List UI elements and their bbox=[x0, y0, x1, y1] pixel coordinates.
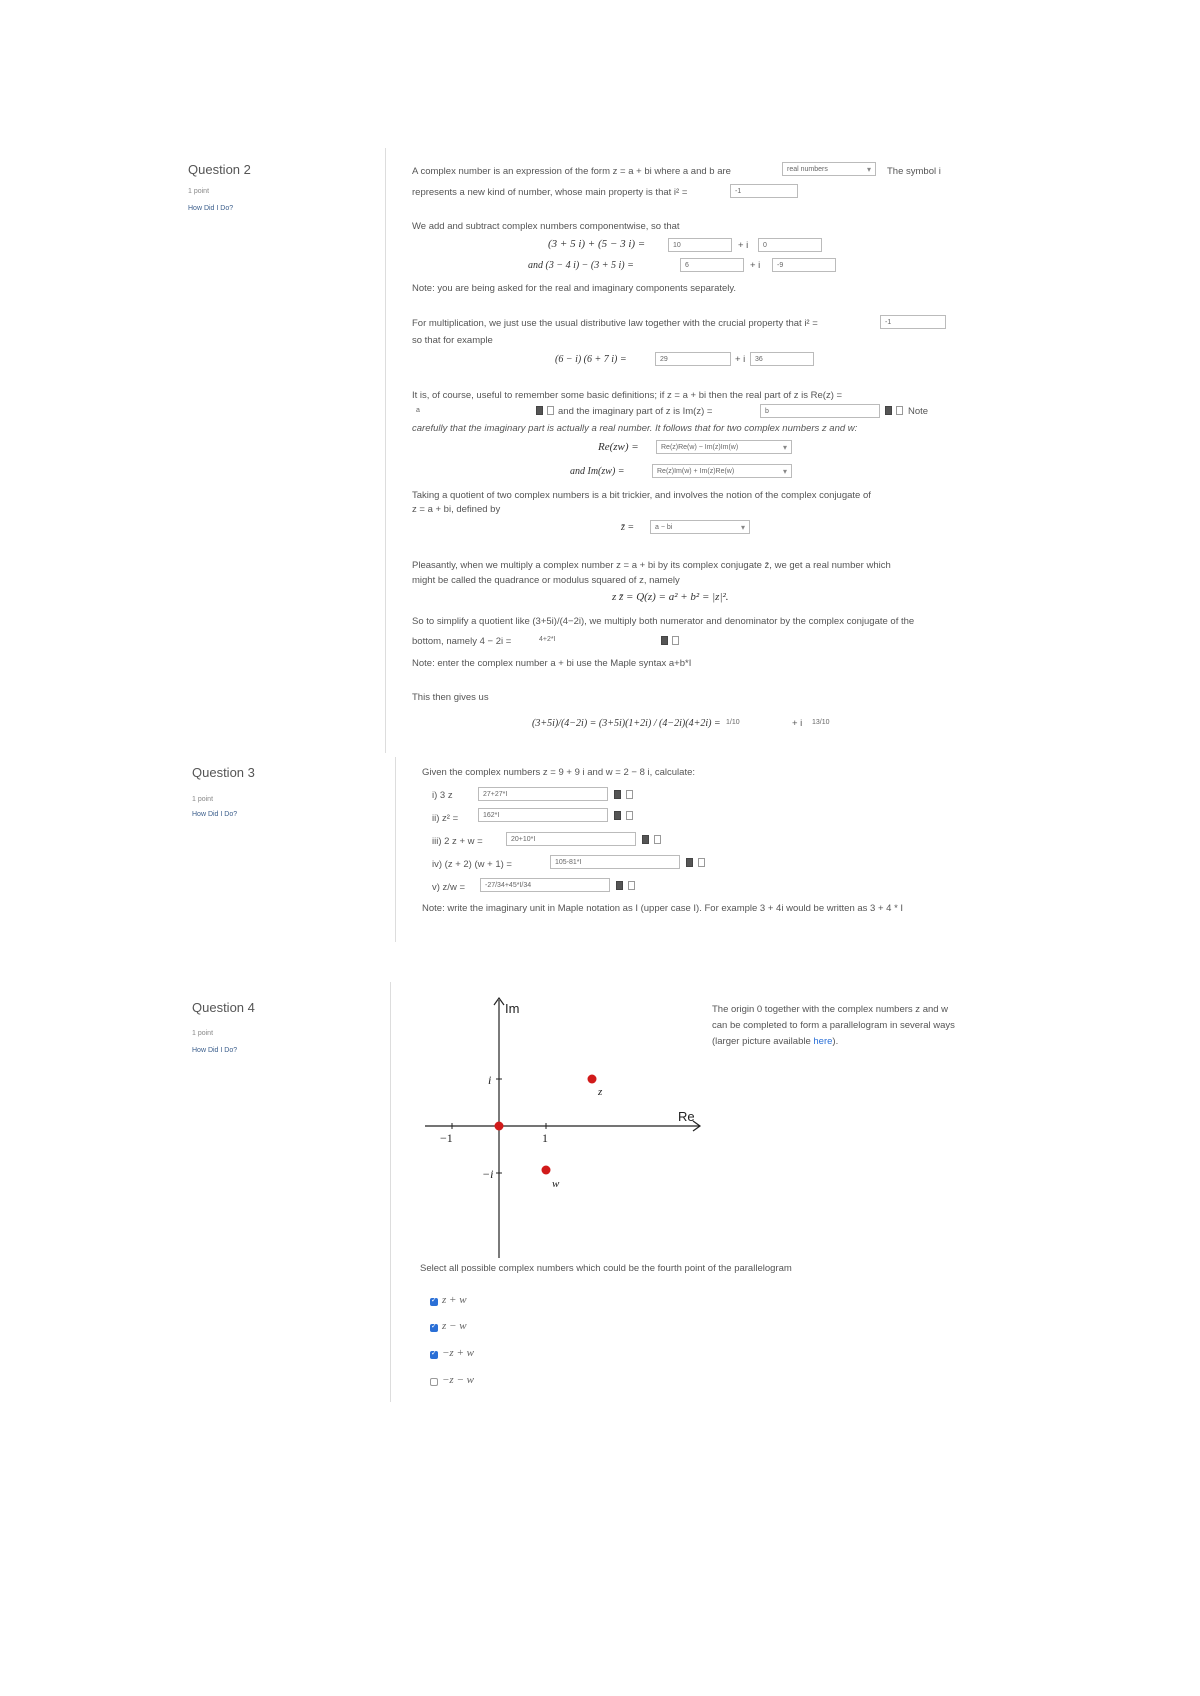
plus-i-label: + i bbox=[792, 718, 803, 729]
item-label: ii) z² = bbox=[432, 813, 459, 824]
option-checkbox[interactable] bbox=[430, 1378, 438, 1386]
item-label: iv) (z + 2) (w + 1) = bbox=[432, 859, 512, 870]
plus-i-label: + i bbox=[735, 354, 746, 365]
note-components: Note: you are being asked for the real and imaginary components separately. bbox=[412, 283, 737, 294]
sub-expression: and (3 − 4 i) − (3 + 5 i) = bbox=[528, 260, 634, 271]
mult-expression: (6 − i) (6 + 7 i) = bbox=[555, 354, 627, 365]
option-checkbox[interactable] bbox=[430, 1324, 438, 1332]
option-label: z + w bbox=[442, 1294, 467, 1306]
tick-label-neg1: −1 bbox=[440, 1131, 453, 1145]
quadrance-formula: z z̄ = Q(z) = a² + b² = |z|². bbox=[612, 591, 729, 603]
question-3-title: Question 3 bbox=[192, 765, 255, 780]
plus-i-label: + i bbox=[750, 260, 761, 271]
point-z-label: z bbox=[598, 1086, 603, 1098]
preview-icon[interactable] bbox=[686, 858, 693, 867]
preview-icon[interactable] bbox=[642, 835, 649, 844]
item-label: i) 3 z bbox=[432, 790, 453, 801]
maple-note: Note: write the imaginary unit in Maple notation as I (upper case I). For example 3 + 4i would be written as 3 + 4 * I bbox=[422, 903, 904, 914]
tick-label-i: i bbox=[488, 1073, 492, 1087]
final-expression: (3+5i)/(4−2i) = (3+5i)(1+2i) / (4−2i)(4+2i) = bbox=[532, 718, 721, 729]
syntax-icon[interactable] bbox=[628, 881, 635, 890]
quotient-text-2: z = a + bi, defined by bbox=[412, 504, 501, 515]
simplify-text: So to simplify a quotient like (3+5i)/(4−2i), we multiply both numerator and denominator by the complex conjugate of the bbox=[412, 616, 915, 627]
select-instruction: Select all possible complex numbers which could be the fourth point of the parallelogram bbox=[420, 1263, 792, 1274]
item-label: iii) 2 z + w = bbox=[432, 836, 483, 847]
preview-icon[interactable] bbox=[536, 406, 543, 415]
sub-imag-input[interactable]: -9 bbox=[772, 258, 836, 272]
bottom-text: bottom, namely 4 − 2i = bbox=[412, 636, 512, 647]
mult-text: For multiplication, we just use the usual distributive law together with the crucial property that i² = bbox=[412, 318, 818, 329]
conjugate-expression: z̄ = bbox=[621, 522, 635, 533]
add-expression: (3 + 5 i) + (5 − 3 i) = bbox=[548, 238, 646, 250]
question-4-title: Question 4 bbox=[192, 1000, 255, 1015]
im-z-input[interactable]: b bbox=[760, 404, 880, 418]
re-z-input[interactable]: a bbox=[412, 404, 532, 418]
divider bbox=[390, 982, 391, 1402]
intro-line-2: represents a new kind of number, whose main property is that i² = bbox=[412, 187, 688, 198]
intro-line-1: A complex number is an expression of the form z = a + bi where a and b are bbox=[412, 166, 731, 177]
mult-i-squared-input[interactable]: -1 bbox=[880, 315, 946, 329]
conjugate-input[interactable]: 4+2*I bbox=[535, 633, 655, 647]
final-real-input[interactable]: 1/10 bbox=[722, 716, 788, 730]
option-label: −z − w bbox=[442, 1374, 474, 1386]
option-label: −z + w bbox=[442, 1347, 474, 1359]
im-axis-label: Im bbox=[505, 1001, 520, 1016]
quotient-text: Taking a quotient of two complex numbers is a bit trickier, and involves the notion of the complex conjugate of bbox=[412, 490, 871, 501]
description-end: ). bbox=[832, 1036, 839, 1047]
preview-icon[interactable] bbox=[614, 790, 621, 799]
pleasant-text-2: might be called the quadrance or modulus squared of z, namely bbox=[412, 575, 680, 586]
syntax-icon[interactable] bbox=[626, 811, 633, 820]
syntax-icon[interactable] bbox=[698, 858, 705, 867]
option-label: z − w bbox=[442, 1320, 467, 1332]
i-squared-input[interactable]: -1 bbox=[730, 184, 798, 198]
conjugate-select[interactable]: a − bi ▾ bbox=[650, 520, 750, 534]
origin-point bbox=[495, 1122, 504, 1131]
final-imag-input[interactable]: 13/10 bbox=[808, 716, 874, 730]
preview-icon[interactable] bbox=[616, 881, 623, 890]
answer-input[interactable]: 20+10*I bbox=[506, 832, 636, 846]
tick-label-1: 1 bbox=[542, 1131, 548, 1145]
option-checkbox[interactable] bbox=[430, 1351, 438, 1359]
point-z bbox=[588, 1075, 597, 1084]
question-2-points: 1 point bbox=[188, 188, 210, 195]
maple-note: Note: enter the complex number a + bi use the Maple syntax a+b*I bbox=[412, 658, 692, 669]
divider bbox=[385, 148, 386, 753]
addsub-text: We add and subtract complex numbers componentwise, so that bbox=[412, 221, 680, 232]
description-line-1: The origin 0 together with the complex numbers z and w bbox=[712, 1004, 949, 1015]
im-zw-select[interactable]: Re(z)Im(w) + Im(z)Re(w) ▾ bbox=[652, 464, 792, 478]
mult-real-input[interactable]: 29 bbox=[655, 352, 731, 366]
syntax-icon[interactable] bbox=[626, 790, 633, 799]
answer-input[interactable]: 105-81*I bbox=[550, 855, 680, 869]
description-text: (larger picture available bbox=[712, 1036, 811, 1047]
pleasant-text: Pleasantly, when we multiply a complex number z = a + bi by its complex conjugate z̄, we get a real number which bbox=[412, 560, 891, 571]
re-zw-expression: Re(zw) = bbox=[598, 441, 639, 453]
answer-input[interactable]: -27/34+45*I/34 bbox=[480, 878, 610, 892]
note-label: Note bbox=[908, 406, 929, 417]
gives-text: This then gives us bbox=[412, 692, 489, 703]
how-did-i-do-link[interactable]: How Did I Do? bbox=[192, 1047, 238, 1054]
mult-imag-input[interactable]: 36 bbox=[750, 352, 814, 366]
preview-icon[interactable] bbox=[661, 636, 668, 645]
preview-icon[interactable] bbox=[614, 811, 621, 820]
tick-label-neg-i: −i bbox=[482, 1167, 494, 1181]
description-line-2: can be completed to form a parallelogram in several ways bbox=[712, 1020, 955, 1031]
point-w-label: w bbox=[552, 1178, 560, 1190]
divider bbox=[395, 757, 396, 942]
larger-picture-link[interactable]: here bbox=[813, 1036, 833, 1047]
question-3-points: 1 point bbox=[192, 796, 214, 803]
number-type-select[interactable]: real numbers ▾ bbox=[782, 162, 876, 176]
syntax-icon[interactable] bbox=[896, 406, 903, 415]
option-checkbox[interactable] bbox=[430, 1298, 438, 1306]
syntax-icon[interactable] bbox=[547, 406, 554, 415]
point-w bbox=[542, 1166, 551, 1175]
definition-text-2: carefully that the imaginary part is actually a real number. It follows that for two complex numbers z and w: bbox=[412, 423, 858, 434]
imag-part-text: and the imaginary part of z is Im(z) = bbox=[558, 406, 713, 417]
definition-text: It is, of course, useful to remember some basic definitions; if z = a + bi then the real part of z is Re(z) = bbox=[412, 390, 843, 401]
answer-input[interactable]: 27+27*I bbox=[478, 787, 608, 801]
re-zw-select[interactable]: Re(z)Re(w) − Im(z)Im(w) ▾ bbox=[656, 440, 792, 454]
question-2-title: Question 2 bbox=[188, 162, 251, 177]
preview-icon[interactable] bbox=[885, 406, 892, 415]
plus-i-label: + i bbox=[738, 240, 749, 251]
im-zw-expression: and Im(zw) = bbox=[570, 466, 625, 477]
how-did-i-do-link[interactable]: How Did I Do? bbox=[192, 811, 238, 818]
intro-tail: The symbol i bbox=[887, 166, 941, 177]
re-axis-label: Re bbox=[678, 1109, 695, 1124]
question-4-points: 1 point bbox=[192, 1030, 214, 1037]
mult-example-text: so that for example bbox=[412, 335, 493, 346]
description-line-3 bbox=[712, 1036, 838, 1047]
argand-diagram bbox=[410, 990, 720, 1265]
item-label: v) z/w = bbox=[432, 882, 465, 893]
how-did-i-do-link[interactable]: How Did I Do? bbox=[188, 205, 234, 212]
sub-real-input[interactable]: 6 bbox=[680, 258, 744, 272]
answer-input[interactable]: 162*I bbox=[478, 808, 608, 822]
syntax-icon[interactable] bbox=[654, 835, 661, 844]
add-real-input[interactable]: 10 bbox=[668, 238, 732, 252]
syntax-icon[interactable] bbox=[672, 636, 679, 645]
given-text: Given the complex numbers z = 9 + 9 i and w = 2 − 8 i, calculate: bbox=[422, 767, 696, 778]
add-imag-input[interactable]: 0 bbox=[758, 238, 822, 252]
